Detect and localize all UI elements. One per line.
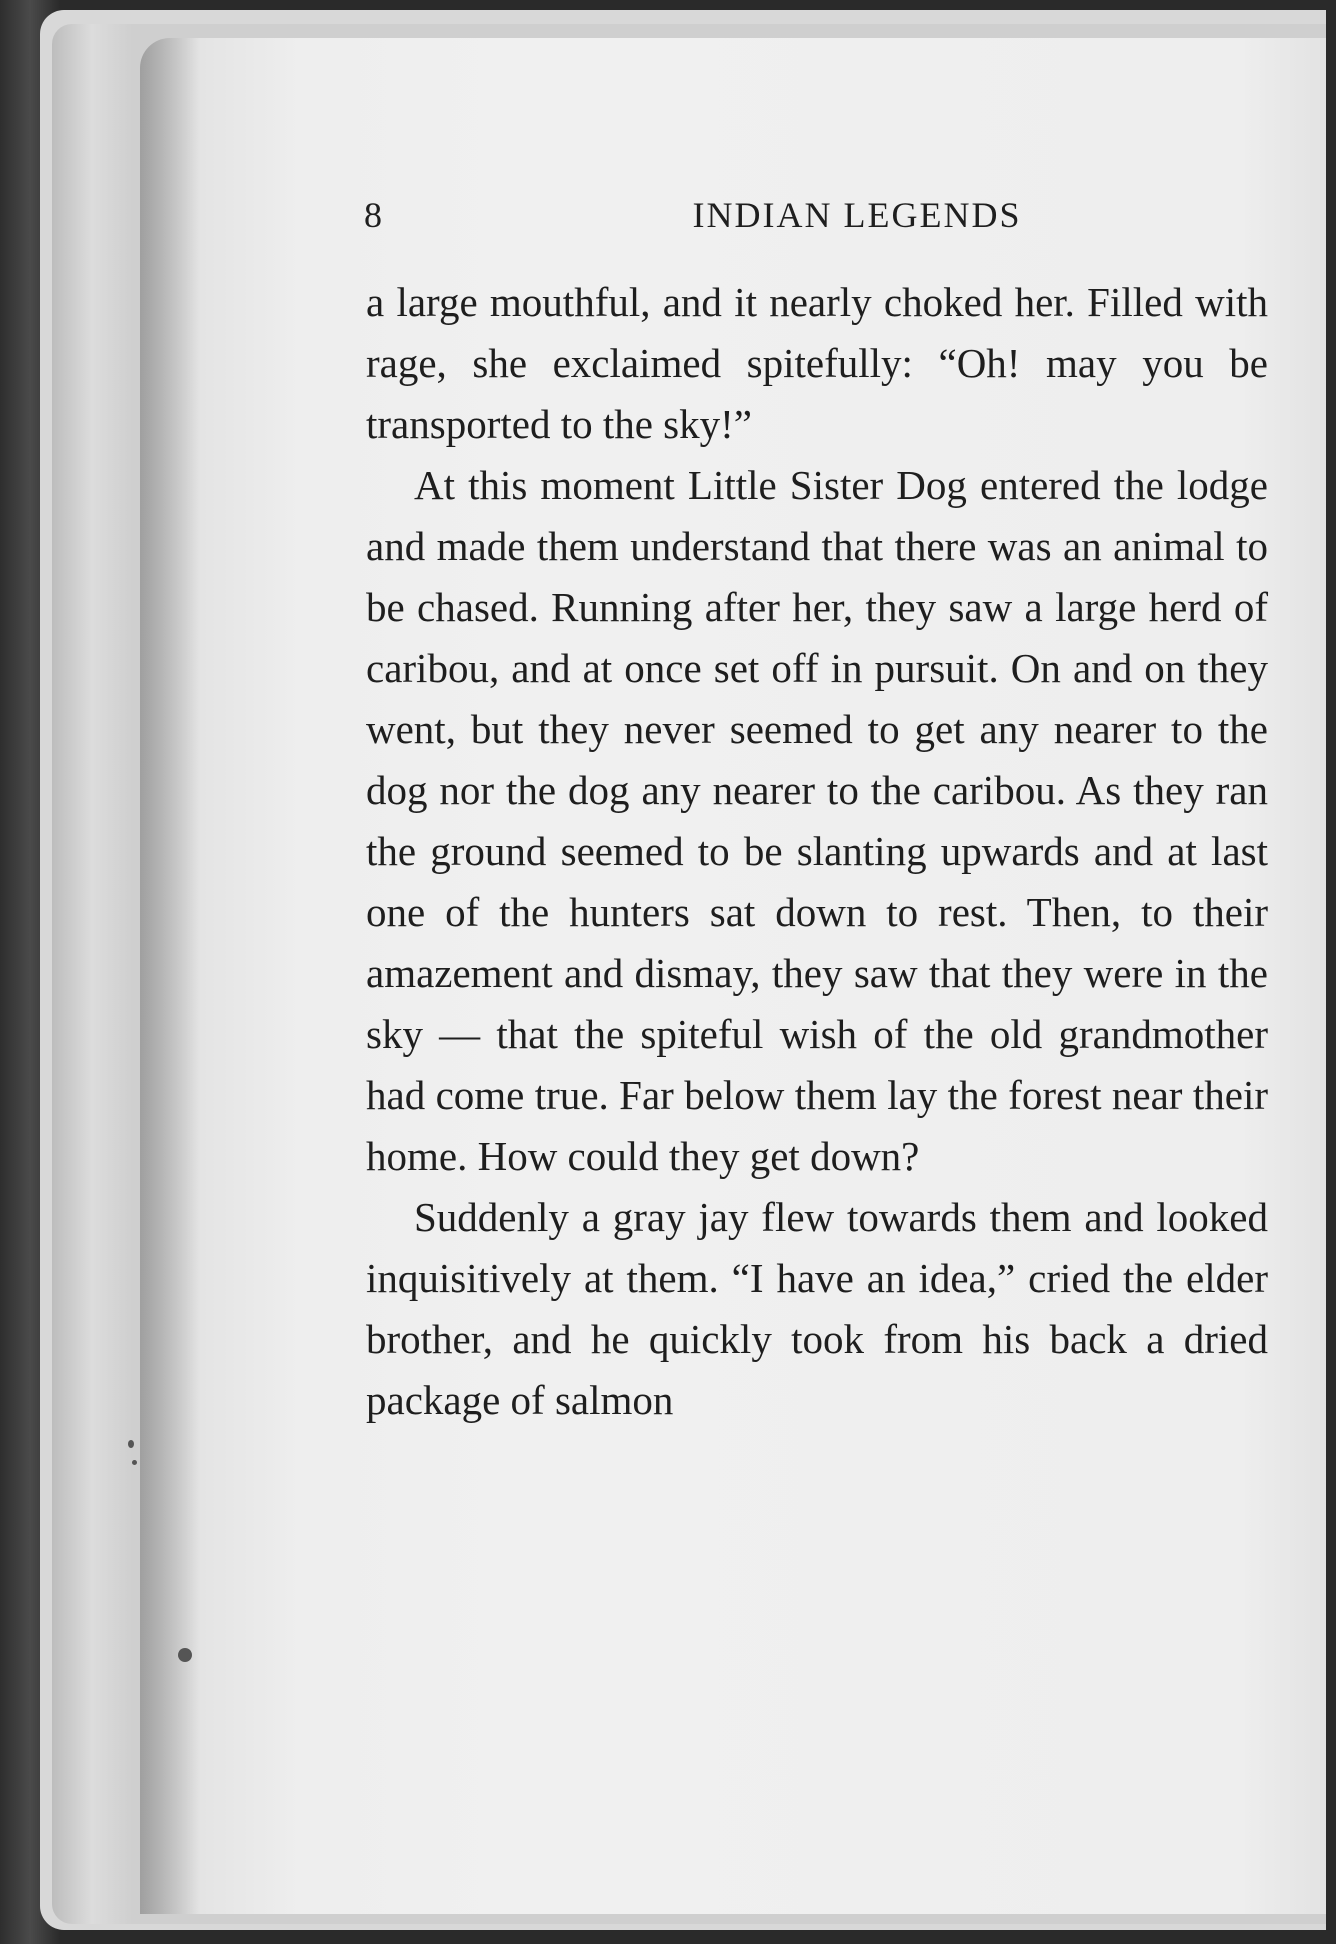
body-text xyxy=(366,272,1268,1431)
ink-speck xyxy=(178,1648,192,1662)
page-number: 8 xyxy=(364,195,382,235)
ink-speck xyxy=(128,1440,134,1448)
spine-shadow xyxy=(140,38,200,1914)
paragraph: Suddenly a gray jay flew towards them and looked inquisitively at them. “I have an idea,” cried the elder brother, and he quickly took from his back a dried package of salmon xyxy=(366,1194,1268,1423)
paragraph: At this moment Little Sister Dog entered the lodge and made them understand that there was an animal to be chased. Running after her, they saw a large herd of caribou, and at once set off in pursuit. On and on they went, but they never seemed to get any nearer to the dog nor the dog any nearer to the caribou. As they ran the ground seemed to be slanting upwards and at last one of the hunters sat down to rest. Then, to their amazement and dismay, they saw that they were in the sky — that the spiteful wish of the old grandmother had come true. Far below them lay the forest near their home. How could they get down? xyxy=(366,462,1268,1179)
running-head: INDIAN LEGENDS xyxy=(692,195,1022,235)
scan-right-border xyxy=(1326,0,1336,1944)
ink-speck xyxy=(132,1460,137,1465)
paragraph-continuation: a large mouthful, and it nearly choked her. Filled with rage, she exclaimed spitefully: “Oh! may you be transported to the sky!” xyxy=(366,279,1268,447)
page-header xyxy=(364,190,1270,240)
